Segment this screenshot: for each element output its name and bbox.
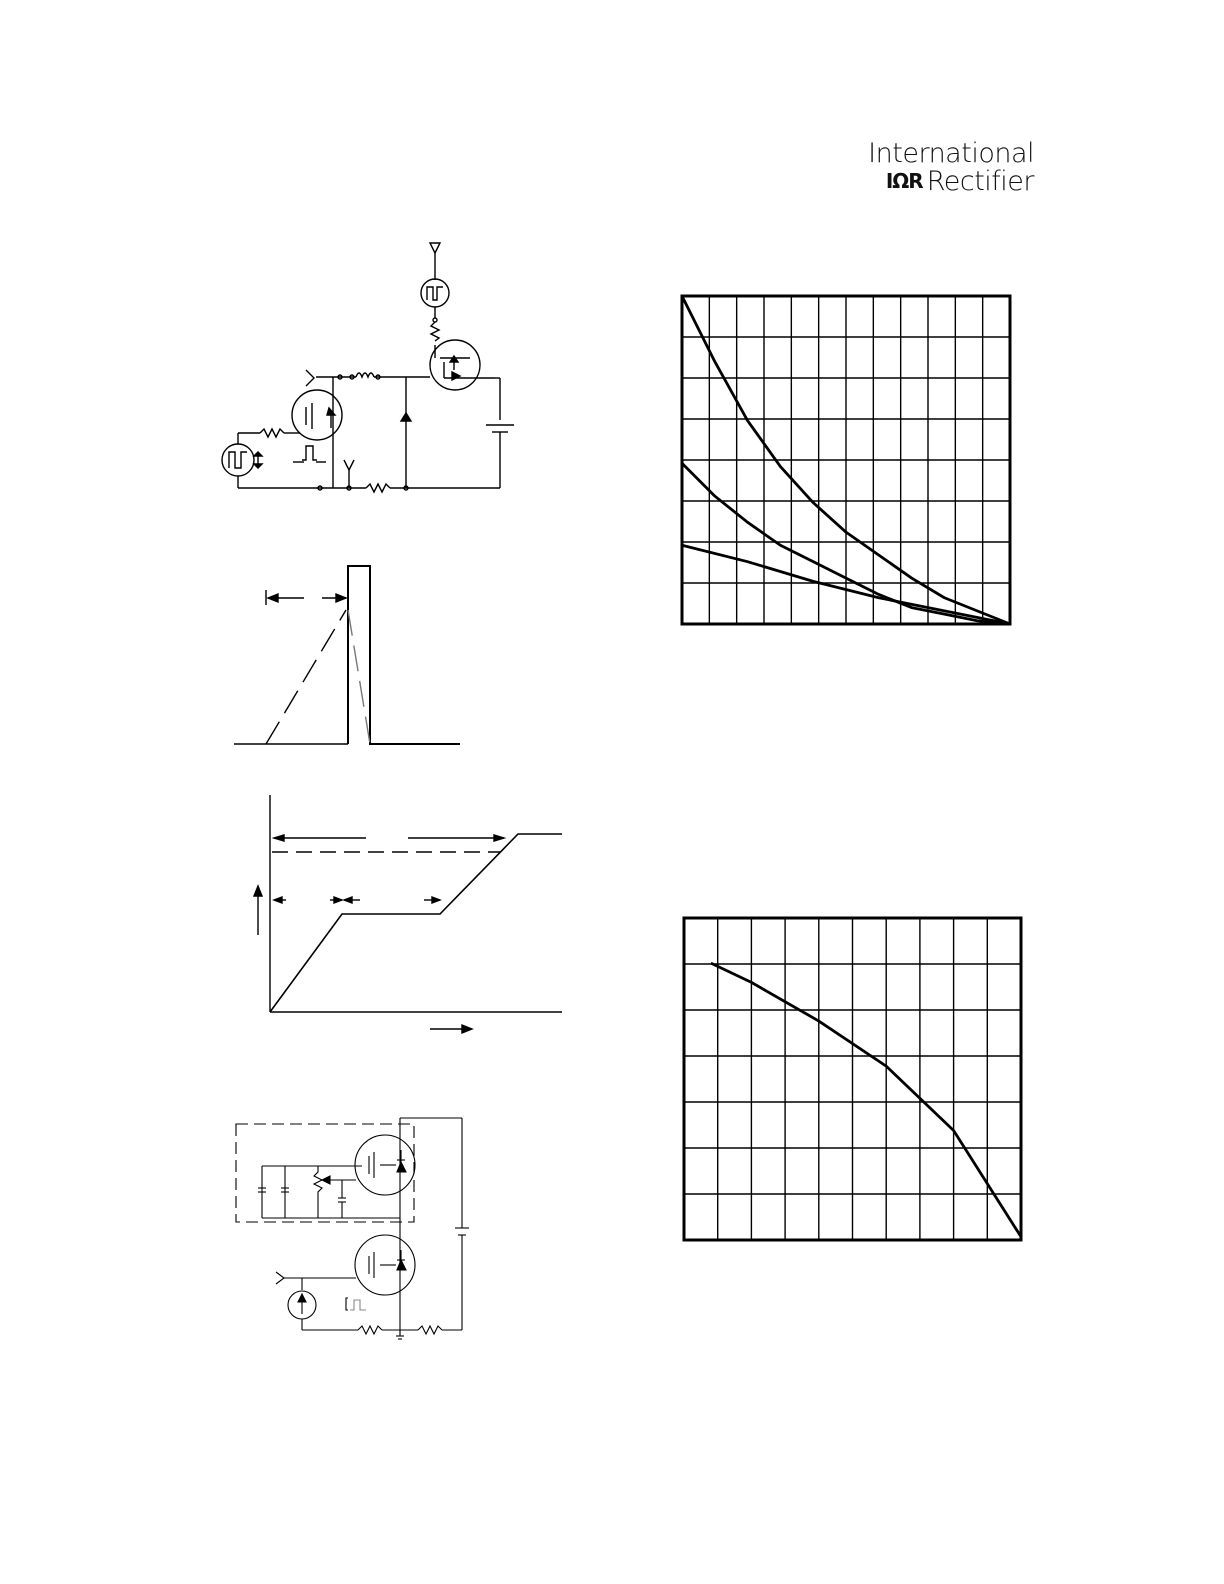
sense-resistor <box>366 484 390 492</box>
gate-resistor <box>431 322 439 341</box>
gate-charge-waveform <box>254 795 562 1033</box>
series-line-1 <box>711 963 1021 1237</box>
chart-2 <box>684 918 1021 1240</box>
chart-1-grid <box>682 296 1010 624</box>
potentiometer-icon <box>314 1166 322 1218</box>
unclamped-waveform <box>234 566 460 744</box>
probe-icon-2 <box>344 460 354 470</box>
chart-1 <box>682 296 1010 624</box>
gate-charge-test-circuit <box>236 1118 469 1339</box>
avalanche-test-circuit <box>222 243 514 492</box>
chart-2-series <box>711 963 1021 1237</box>
probe-icon <box>306 370 314 386</box>
upper-mosfet-icon <box>430 340 480 390</box>
gate-pulse-icon <box>350 1300 366 1310</box>
pulse-source-icon <box>421 279 449 307</box>
pulse-width-icon <box>302 446 317 460</box>
gate-probe-icon <box>276 1272 284 1284</box>
gate-pulse-source-icon <box>222 444 254 476</box>
chart-2-grid <box>684 918 1021 1240</box>
diode-icon <box>401 413 411 421</box>
gate-drive-resistor <box>260 429 284 437</box>
inductor-icon <box>356 373 374 377</box>
gate-sense-resistor <box>358 1326 382 1334</box>
brand-line-1: International <box>868 138 1034 169</box>
supply-arrow-icon <box>430 243 440 253</box>
ir-logo-mark: IΩR <box>885 169 923 194</box>
brand-line-2: Rectifier <box>926 166 1034 198</box>
drain-sense-resistor <box>418 1326 442 1334</box>
